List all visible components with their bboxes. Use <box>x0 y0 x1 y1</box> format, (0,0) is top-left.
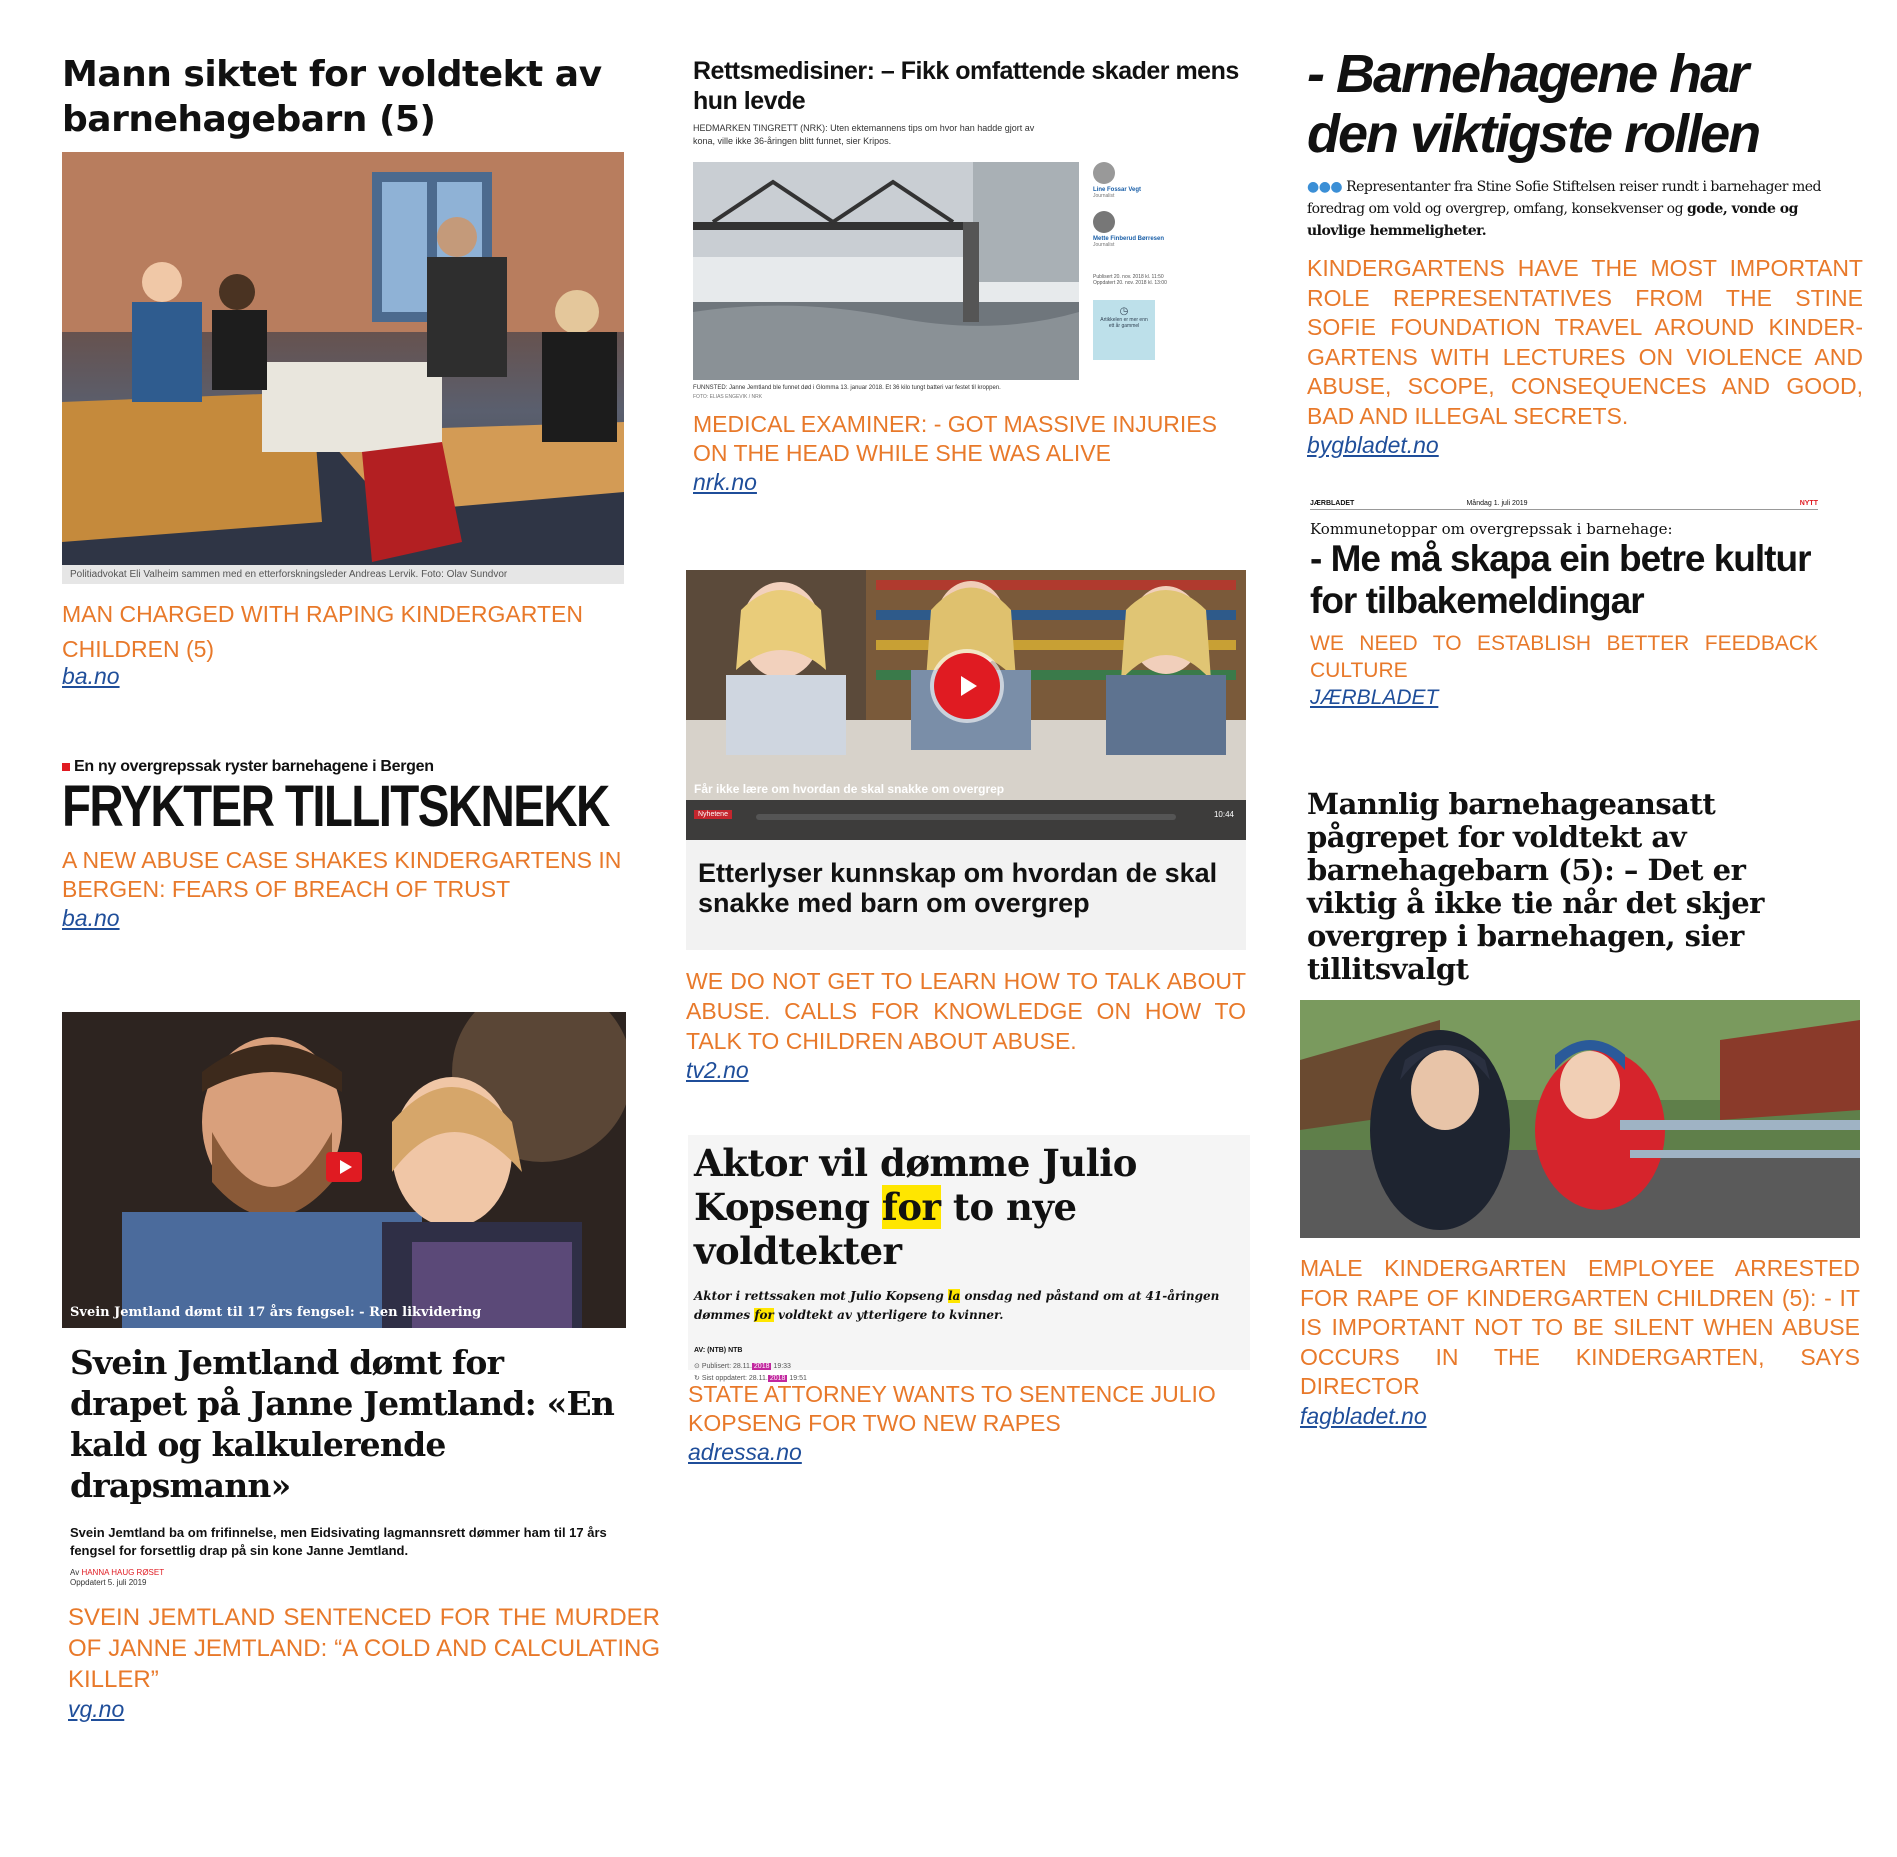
clock-icon: ⊙ <box>694 1363 700 1370</box>
article-card-bygbladet-roles <box>1307 44 1867 459</box>
translation-text: A NEW ABUSE CASE SHAKES KINDERGARTENS IN BERGEN: FEARS OF BREACH OF TRUST <box>62 847 622 902</box>
refresh-icon: ↻ <box>694 1375 700 1382</box>
article-headline: Etterlyser kunnskap om hvordan de skal snakke med barn om overgrep <box>698 858 1218 918</box>
lead-highlight-2: for <box>754 1308 774 1322</box>
bridge-river-photo <box>693 162 1079 380</box>
updated-time: 19:51 <box>787 1375 807 1382</box>
kicker: Kommunetoppar om overgrepssak i barnehage: <box>1310 520 1673 538</box>
courtroom-illustration <box>62 152 624 584</box>
photo-caption: Svein Jemtland dømt til 17 års fengsel: - Ren likvidering <box>70 1305 482 1320</box>
article-lead: Svein Jemtland ba om frifinnelse, men Eidsivating lagmannsrett dømmer ham til 17 års fengsel for forsettlig drap på sin kone Janne Jemtland. <box>70 1525 607 1558</box>
published-year: 2018 <box>753 1363 770 1370</box>
source-link[interactable]: fagbladet.no <box>1300 1402 1427 1429</box>
article-headline: - Barnehagene har den viktigste rollen <box>1307 44 1760 164</box>
photo-credit: FOTO: ELIAS ENGEVIK / NRK <box>693 394 763 400</box>
updated-year: 2018 <box>769 1375 786 1382</box>
age-notice-text: Artikkelen er mer enn ett år gammel <box>1100 317 1148 329</box>
headline-box <box>686 840 1246 950</box>
updated-date: Sist oppdatert: 28.11. <box>701 1375 768 1382</box>
byline: AV: (NTB) NTB <box>694 1347 743 1354</box>
article-headline: Mann siktet for voldtekt av barnehagebarn (5) <box>62 54 602 140</box>
article-media-row <box>693 162 1253 402</box>
masthead: JÆRBLADET <box>1310 500 1355 507</box>
article-lead <box>694 1287 1244 1325</box>
play-icon <box>340 1160 352 1174</box>
published-row <box>694 1362 1244 1370</box>
kicker-text: En ny overgrepssak ryster barnehagene i Bergen <box>74 758 434 775</box>
article-box <box>688 1135 1250 1382</box>
translation-text: WE NEED TO ESTABLISH BETTER FEEDBACK CULTURE <box>1310 632 1818 682</box>
masthead-bar <box>1310 500 1818 510</box>
article-card-fagbladet-arrest <box>1300 788 1864 1430</box>
play-icon <box>961 676 977 696</box>
article-headline: Rettsmedisiner: – Fikk omfattende skader mens hun levde <box>693 57 1239 115</box>
kindergarten-illustration <box>1300 1000 1860 1238</box>
video-subtitle: Får ikke lære om hvordan de skal snakke om overgrep <box>694 782 1005 796</box>
age-notice <box>1093 300 1155 360</box>
video-player[interactable] <box>686 570 1246 840</box>
author-avatar-1 <box>1093 162 1115 184</box>
source-link[interactable]: tv2.no <box>686 1057 749 1083</box>
kicker-red-square-icon <box>62 763 70 771</box>
author-avatar-2 <box>1093 211 1115 233</box>
author-role-2: Journalist <box>1093 242 1115 248</box>
byline-name[interactable]: HANNA HAUG RØSET <box>81 1568 165 1577</box>
video-progress-bar[interactable] <box>756 814 1176 820</box>
published-time: 19:33 <box>771 1363 791 1370</box>
couple-photo <box>62 1012 626 1328</box>
lead-bold-text: gode, vonde og ulovlige hemmeligheter. <box>1307 201 1798 239</box>
article-lead: HEDMARKEN TINGRETT (NRK): Uten ektemannens tips om hvor han hadde gjort av kona, ville ikke 36-åringen blitt funnet, sier Kripos. <box>693 123 1035 146</box>
headline-part-2: to nye voldtekter <box>694 1185 1077 1273</box>
translation-text: MAN CHARGED WITH RAPING KINDERGARTEN CHILDREN (5) <box>62 601 583 662</box>
translation-text: WE DO NOT GET TO LEARN HOW TO TALK ABOUT ABUSE. CALLS FOR KNOWLEDGE ON HOW TO TALK TO CHILDREN ABOUT ABUSE. <box>686 968 1246 1054</box>
byline <box>70 1568 662 1588</box>
source-link[interactable]: ba.no <box>62 663 120 689</box>
masthead-date: Måndag 1. juli 2019 <box>1466 500 1528 507</box>
translation-text: SVEIN JEMTLAND SENTENCED FOR THE MURDER OF JANNE JEMTLAND: “A COLD AND CALCULATING KILLER” <box>68 1604 660 1693</box>
author-name-2[interactable]: Mette Finberud Børresen <box>1093 236 1165 242</box>
source-link[interactable]: nrk.no <box>693 469 757 495</box>
bridge-illustration <box>693 162 1079 380</box>
kindergarten-photo <box>1300 1000 1860 1238</box>
article-card-tv2-feedback <box>686 570 1251 1084</box>
article-headline: Svein Jemtland dømt for drapet på Janne Jemtland: «En kald og kalkulerende drapsmann» <box>70 1343 615 1505</box>
article-card-adressa-kopseng <box>688 1135 1253 1466</box>
article-card-vg-jemtland <box>62 1012 662 1723</box>
clock-icon: ◷ <box>1119 306 1129 317</box>
article-headline: Mannlig barnehageansatt pågrepet for voldtekt av barnehagebarn (5): – Det er viktig å ikke tie når det skjer overgrep i barnehagen, sier tillitsvalgt <box>1307 787 1764 986</box>
play-video-button[interactable] <box>326 1152 362 1182</box>
updated-date: Oppdatert 20. nov. 2018 kl. 13:00 <box>1093 280 1167 286</box>
photo-caption: FUNNSTED: Janne Jemtland ble funnet død i Glomma 13. januar 2018. Et 36 kilo tungt batteri var festet til kroppen. <box>693 385 1001 391</box>
lead-part-3: voldtekt av ytterligere to kvinner. <box>773 1308 1004 1322</box>
translation-text: KINDERGARTENS HAVE THE MOST IMPORTANT ROLE REPRESENTATIVES FROM THE STINE SOFIE FOUNDATION TRAVEL AROUND KINDER-GARTENS WITH LECTURES ON VIOLENCE AND ABUSE, SCOPE, CONSEQUENCES AND GOOD, BAD AND ILLEGAL SECRETS. <box>1307 255 1863 429</box>
lead-part-1: Aktor i rettssaken mot Julio Kopseng <box>694 1289 948 1303</box>
source-link[interactable]: adressa.no <box>688 1439 802 1465</box>
headline-part-1: Aktor vil dømme Julio Kopseng <box>694 1141 1137 1229</box>
article-card-jaerbladet-feedback <box>1310 500 1830 712</box>
translation-text: MEDICAL EXAMINER: - GOT MASSIVE INJURIES ON THE HEAD WHILE SHE WAS ALIVE <box>693 411 1217 466</box>
article-headline: FRYKTER TILLITSKNEKK <box>62 774 609 839</box>
author-role-1: Journalist <box>1093 193 1115 199</box>
article-card-ba-breach-of-trust <box>62 758 632 932</box>
headline-highlight: for <box>881 1185 941 1229</box>
author-panel <box>1093 162 1193 360</box>
translation-text: STATE ATTORNEY WANTS TO SENTENCE JULIO KOPSENG FOR TWO NEW RAPES <box>688 1381 1216 1436</box>
lead-part-2: onsdag ned påstand om at 41-åringen dømmes <box>694 1289 1220 1322</box>
article-card-ba-rape-charge <box>62 52 632 689</box>
courtroom-photo <box>62 152 624 584</box>
published-date: Publisert: 28.11. <box>701 1363 752 1370</box>
play-video-button[interactable] <box>934 653 1000 719</box>
dots-icon: ●●● <box>1307 179 1343 195</box>
source-link[interactable]: vg.no <box>68 1696 125 1722</box>
source-link[interactable]: ba.no <box>62 905 120 931</box>
article-headline <box>694 1141 1244 1273</box>
photo-caption: Politiadvokat Eli Valheim sammen med en etterforskningsleder Andreas Lervik. Foto: Olav Sundvor <box>62 565 624 584</box>
video-channel: Nyhetene <box>694 810 732 819</box>
article-card-nrk-medical-examiner <box>693 56 1253 496</box>
article-lead <box>1307 176 1847 242</box>
translation-text: MALE KINDERGARTEN EMPLOYEE ARRESTED FOR RAPE OF KINDERGARTEN CHILDREN (5): - IT IS IMPORTANT NOT TO BE SILENT WHEN ABUSE OCCURS IN THE KINDERGARTEN, SAYS DIRECTOR <box>1300 1255 1860 1399</box>
lead-highlight-1: la <box>947 1289 961 1303</box>
source-link[interactable]: JÆRBLADET <box>1310 686 1439 709</box>
lead-text: Representanter fra Stine Sofie Stiftelsen reiser rundt i barnehager med foredrag om vold og overgrep, omfang, konsekvenser og <box>1307 179 1821 217</box>
nytt-badge[interactable]: NYTT <box>1799 500 1818 507</box>
source-link[interactable]: bygbladet.no <box>1307 432 1439 458</box>
updated-date: Oppdatert 5. juli 2019 <box>70 1578 147 1587</box>
video-time: 10:44 <box>1213 810 1234 819</box>
author-name-1[interactable]: Line Fossar Vegt <box>1093 187 1142 193</box>
article-headline: - Me må skapa ein betre kultur for tilbakemeldingar <box>1310 538 1811 621</box>
published-date: Publisert 20. nov. 2018 kl. 11:50 <box>1093 274 1164 280</box>
byline-prefix: Av <box>70 1568 80 1577</box>
